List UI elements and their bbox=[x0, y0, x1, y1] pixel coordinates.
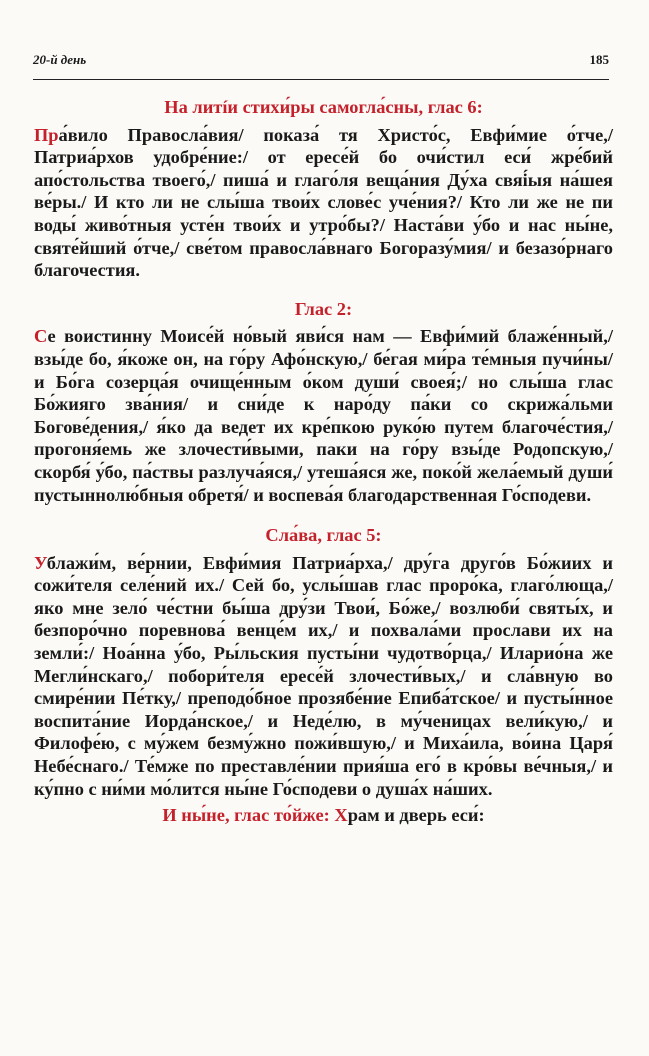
section-heading-litia: На литíи стихи́ры самогла́сны, глас 6: bbox=[164, 97, 483, 117]
stichera-1 bbox=[34, 124, 613, 282]
drop-initial: У bbox=[34, 552, 47, 573]
stichera-3-text: блажи́м, ве́рнии, Евфи́мия Патриа́рха,/ дру́га друго́в Бо́жиих и сожи́теля селе́ний их./ Сей бо, услы́шав глас проро́ка, глаго́люща,/ яко мне зело́ че́стни бы́ша дру́зи Твои́, Бо́же,/ возлюби́ святы́х, и безпоро́чно поревнова́ венце́м их,/ и похвала́ми прослави их на земли́:/ Ноа́нна у́бо, Ры́льския пусты́ни чудотво́рца,/ Иларио́на же Мегли́нскаго,/ побори́теля ересе́й злочести́вых,/ и сла́вную во смире́нии Пе́тку,/ преподо́бное прозябе́ние Епиба́тское/ и пусты́нное воспита́ние Иорда́нское,/ и Неде́лю, в му́ченицах вели́кую,/ и Филофе́ю, с му́жем безму́жно пожи́вшую,/ и Миха́ила, во́ина Царя́ Небе́снаго./ Те́мже по преставле́нии прия́ша его́ в кро́вы ве́чныя,/ и ку́пно с ни́ми мо́лится ны́не Го́сподеви о душа́х на́ших. bbox=[34, 552, 613, 799]
stichera-1-text: а́вило Правосла́вия/ показа́ тя Христо́с, Евфи́мие о́тче,/ Патриа́рхов удобре́ние:/ от ересе́й бо очи́стил еси́ жре́бий апо́стольства твоего́,/ пиша́ и глаго́ля веща́ния Ду́ха свяі́ыя на́шея ве́ры./ И кто ли не слы́ша твои́х слове́с уче́ния?/ Кто ли же не пи воды́ живо́тныя усте́н твои́х и утро́бы?/ Наста́ви у́бо и нас ны́не, святе́йший о́тче,/ све́том правосла́внаго Богоразу́мия/ и безазо́рнаго благочестия. bbox=[34, 124, 613, 281]
stichera-3 bbox=[34, 552, 613, 801]
drop-initial: С bbox=[34, 326, 48, 347]
stichera-2-text: е воистинну Моисе́й но́вый яви́ся нам — Евфи́мий блаже́нный,/ взы́де бо, я́коже он, на го́ру Афо́нскую,/ бе́гая ми́ра те́мныя пучи́ны/ и Бо́га созерца́я очище́нным о́ком души́ своея́;/ но слы́ша глас Бо́жияго зва́ния/ и сни́де к наро́ду па́ки со скрижа́льми Богове́дения,/ я́ко да ведет их кре́пкою руко́ю путем благоче́стия,/ прогоня́емь же злочести́выми, паки на го́ру взы́де Родопскую,/ скорбя́ у́бо, па́ствы разлуча́яся,/ утеша́яся же, поко́й жела́емый души́ пустыннолю́бныя обретя́/ и воспева́я благодарственная Го́сподеви. bbox=[34, 326, 613, 505]
section-heading-glory: Сла́ва, глас 5: bbox=[265, 525, 382, 546]
closing-text: рам и дверь еси́: bbox=[347, 805, 485, 826]
stichera-2 bbox=[34, 325, 613, 506]
closing-line bbox=[34, 804, 613, 827]
page-content bbox=[34, 96, 613, 827]
section-heading-tone-2: Глас 2: bbox=[294, 298, 353, 319]
page-number: 185 bbox=[589, 52, 609, 67]
closing-initial: Х bbox=[334, 805, 348, 826]
drop-initial: Пр bbox=[34, 124, 59, 145]
closing-heading: И ны́не, глас то́йже: bbox=[162, 805, 330, 826]
header-rule bbox=[33, 79, 609, 80]
running-title: 20-й день bbox=[33, 52, 87, 67]
running-head bbox=[33, 52, 609, 68]
